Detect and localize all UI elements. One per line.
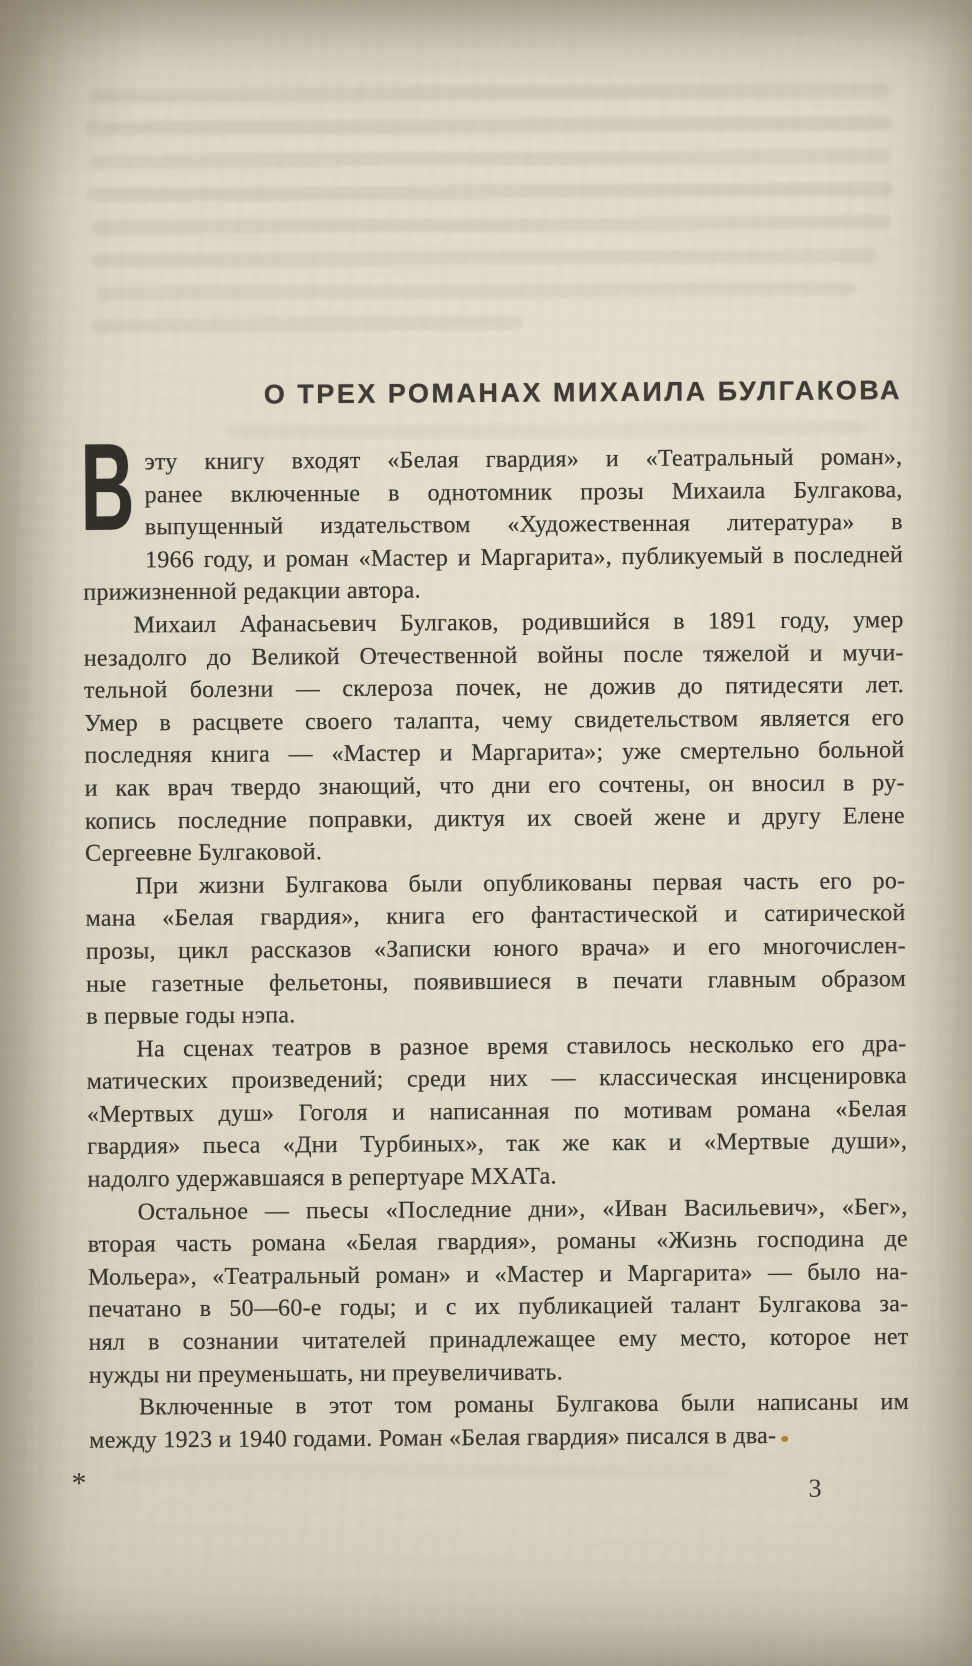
bleedthrough-line (91, 248, 879, 268)
text-line: эту книгу входят «Белая гвардия» и «Театральный роман», (144, 444, 903, 476)
text-line: в первые годы нэпа. (86, 1002, 296, 1030)
paragraph (80, 418, 904, 610)
drop-cap-box (80, 418, 145, 557)
text-line: незадолго до Великой Отечественной войны после тяжелой и мучи- (83, 639, 904, 672)
bleedthrough-line (90, 83, 890, 103)
paragraph (88, 1191, 909, 1392)
bleedthrough-line (91, 316, 521, 333)
text-line: вторая часть романа «Белая гвардия», романы «Жизнь господина де (87, 1226, 908, 1259)
text-line: и как врач твердо знающий, что дни его сочтены, он вносил в ру- (84, 770, 905, 802)
bleedthrough-text (0, 0, 966, 3)
text-line: 1966 году, и роман «Мастер и Маргарита», публикуемый в последней (144, 541, 904, 574)
text-line: тельной болезни — склероза почек, не дожив до пятидесяти лет. (83, 672, 905, 704)
bleedthrough-line (227, 421, 867, 439)
text-line: нял в сознании читателей принадлежащее ему место, которое нет (88, 1324, 909, 1356)
text-line: печатано в 50—60-е годы; и с их публикацией талант Булгакова за- (88, 1291, 909, 1324)
text-block (80, 418, 910, 1457)
footnote-asterisk: * (71, 1466, 87, 1500)
text-line: Мольера», «Театральный роман» и «Мастер и Маргарита» — было на- (88, 1258, 909, 1291)
text-line: прозы, цикл рассказов «Записки юного врача» и его многочислен- (85, 932, 906, 965)
text-line: Включенные в этот том романы Булгакова были написаны им (138, 1389, 910, 1421)
text-line: нужды ни преуменьшать, ни преувеличивать. (88, 1359, 564, 1389)
paper-speck (781, 1436, 788, 1442)
text-line: Остальное — пьесы «Последние дни», «Иван Васильевич», «Бег», (137, 1193, 908, 1226)
text-line: мана «Белая гвардия», книга его фантастической и сатирической (85, 900, 906, 933)
page-number: 3 (808, 1473, 823, 1503)
bleedthrough-line (96, 281, 856, 300)
paragraph (86, 1028, 907, 1197)
text-line: ранее включенные в однотомник прозы Михаила Булгакова, (144, 476, 903, 508)
text-line: надолго удержавшаяся в репертуаре МХАТа. (87, 1163, 557, 1193)
bleedthrough-line (87, 182, 893, 202)
text-line: На сценах театров в разное время ставилось несколько его дра- (136, 1030, 907, 1063)
text-line: матических произведений; среди них — классическая инсценировка (86, 1063, 907, 1096)
drop-cap-letter: В (80, 418, 135, 557)
page-title: О ТРЕХ РОМАНАХ МИХАИЛА БУЛГАКОВА (263, 375, 903, 410)
text-line: между 1923 и 1940 годами. Роман «Белая гвардия» писался в два- (89, 1422, 777, 1454)
text-line: Михаил Афанасьевич Булгаков, родившийся в 1891 году, умер (133, 607, 904, 639)
text-line: «Мертвых душ» Гоголя и написанная по мотивам романа «Белая (86, 1095, 908, 1128)
text-line: При жизни Булгакова были опубликованы первая часть его ро- (135, 867, 906, 900)
bleedthrough-line (91, 215, 891, 235)
bleedthrough-line (85, 116, 891, 136)
text-line: выпущенный издательством «Художественная литература» в (144, 509, 903, 541)
text-line: Сергеевне Булгаковой. (85, 839, 323, 867)
text-line: Умер в расцвете своего талапта, чему свидетельством является его (84, 704, 905, 737)
paragraph (85, 865, 906, 1034)
bleedthrough-line (114, 1462, 734, 1480)
text-line: копись последние поправки, диктуя их своей жене и другу Елене (84, 802, 905, 835)
bleedthrough-line (90, 149, 890, 169)
paragraph (83, 604, 905, 870)
text-line: прижизненной редакции автора. (83, 577, 421, 607)
text-line: гвардия» пьеса «Дни Турбиных», так же как и «Мертвые души», (87, 1128, 908, 1161)
text-line: последняя книга — «Мастер и Маргарита»; уже смертельно больной (84, 737, 905, 770)
paragraph (89, 1386, 909, 1457)
text-line: ные газетные фельетоны, появившиеся в печати главным образом (85, 965, 907, 998)
